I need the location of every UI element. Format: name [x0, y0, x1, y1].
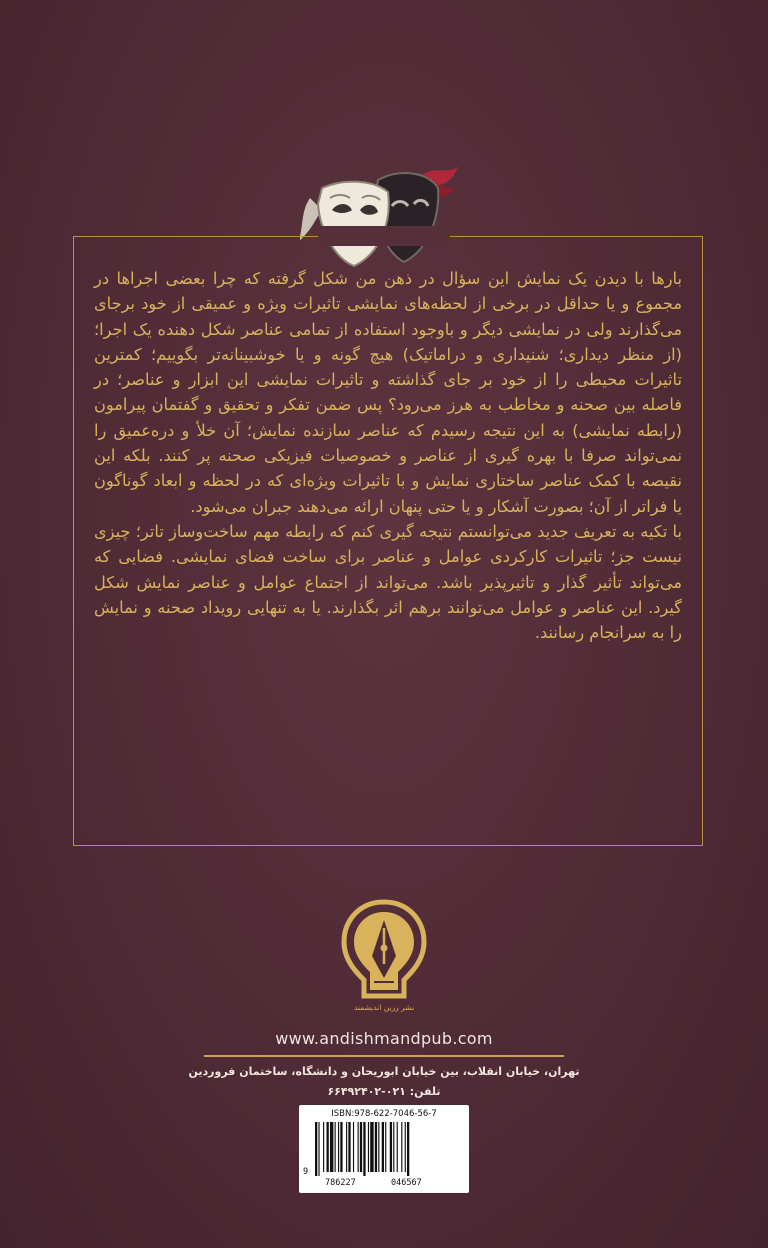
- barcode-bar: [401, 1122, 402, 1172]
- publisher-website[interactable]: www.andishmandpub.com: [275, 1029, 493, 1048]
- footer-divider: [204, 1055, 564, 1057]
- barcode-bar: [327, 1122, 329, 1172]
- barcode-bar: [382, 1122, 384, 1172]
- barcode-bar: [358, 1122, 359, 1172]
- barcode-bar: [340, 1122, 342, 1172]
- blurb-paragraph-2: با تکیه به تعریف جدید می‌توانستم نتیجه گیری کنم که رابطه مهم ساخت‌وساز تاتر؛ چیزی نیست جز؛ تاثیرات کارکردی عوامل و عناصر برای ساخت فضای نمایشی. فضایی که می‌تواند تأثیر گذار و تاثیرپذیر باشد. می‌تواند از اجتماع عوامل و عناصر نمایش شکل گیرد. این عناصر و عوامل می‌توانند برهم اثر بگذارند. یا به تنهایی رویداد صحنه و نمایش را به سرانجام رسانند.: [94, 521, 682, 643]
- publisher-phone: تلفن: ۰۲۱-۶۶۴۹۲۴۰۲: [327, 1085, 441, 1098]
- barcode-bar: [363, 1122, 365, 1176]
- barcode-bar: [338, 1122, 339, 1172]
- barcode-bar: [335, 1122, 336, 1172]
- keyhole-pen-nib-logo-icon: [340, 898, 428, 1018]
- barcode-left-digits: 786227: [325, 1178, 356, 1188]
- barcode-bar: [353, 1122, 354, 1172]
- barcode-bar: [397, 1122, 398, 1172]
- barcode-bar: [393, 1122, 394, 1172]
- barcode-bar: [407, 1122, 409, 1176]
- barcode-sticker: [299, 1105, 469, 1193]
- barcode-bar: [405, 1122, 406, 1172]
- barcode-bar: [315, 1122, 317, 1176]
- publisher-address: تهران، خیابان انقلاب، بین خیابان ابوریحان و دانشگاه، ساختمان فروردین: [188, 1065, 580, 1078]
- barcode-bar: [385, 1122, 386, 1172]
- barcode-bar: [370, 1122, 373, 1172]
- logo-caption: نشر زرین اندیشمند: [353, 1003, 415, 1012]
- barcode-bar: [360, 1122, 362, 1172]
- frame-gap: [318, 226, 450, 246]
- barcode-bar: [318, 1122, 319, 1176]
- barcode-right-digits: 046567: [391, 1178, 422, 1188]
- blurb-paragraph-1: بارها با دیدن یک نمایش این سؤال در ذهن من شکل گرفته که چرا بعضی اجراها در مجموع و یا حداقل در برخی از لحظه‌های نمایشی تاثیرات ویژه و عمیقی از خود برجای می‌گذارند ولی در نمایشی دیگر و باوجود استفاده از تمامی عناصر شکل دهنده یک اجرا؛ (از منظر دیداری؛ شنیداری و دراماتیک) هیچ گونه و یا خوشبینانه‌تر بگوییم؛ کمترین تاثیرات محیطی را از خود بر جای گذاشته و تاثیرات نمایشی این ابزار و عناصر؛ در فاصله بین صحنه و مخاطب به هرز می‌رود؟ پس ضمن تفکر و تحقیق و گفتمان پیرامون (رابطه نمایشی) به این نتیجه رسیدم که عناصر سازنده نمایش؛ آن خلأ و درەعمیق را نمی‌تواند صرفا با بهره گیری از عناصر و خصوصیات فیزیکی صحنه پر کنند. بلکه این نقیصه با کمک عناصر ساختاری نمایش و با تاثیرات ویژه‌ای که در لحظه و ابعاد گوناگون یا فراتر از آن؛ بصورت آشکار و یا حتی پنهان ارائه می‌دهند جبران می‌شود.: [94, 269, 682, 516]
- barcode-icon: [313, 1122, 457, 1176]
- barcode-bar: [378, 1122, 379, 1172]
- barcode-lead-digit: 9: [303, 1167, 309, 1177]
- barcode-bar: [375, 1122, 377, 1172]
- blurb-text: [94, 266, 682, 645]
- isbn-label: ISBN:978-622-7046-56-7: [331, 1109, 437, 1119]
- barcode-bar: [348, 1122, 350, 1172]
- barcode-bar: [390, 1122, 392, 1172]
- barcode-bar: [368, 1122, 369, 1172]
- barcode-bar: [346, 1122, 347, 1172]
- barcode-bar: [330, 1122, 333, 1172]
- barcode-bar: [323, 1122, 324, 1172]
